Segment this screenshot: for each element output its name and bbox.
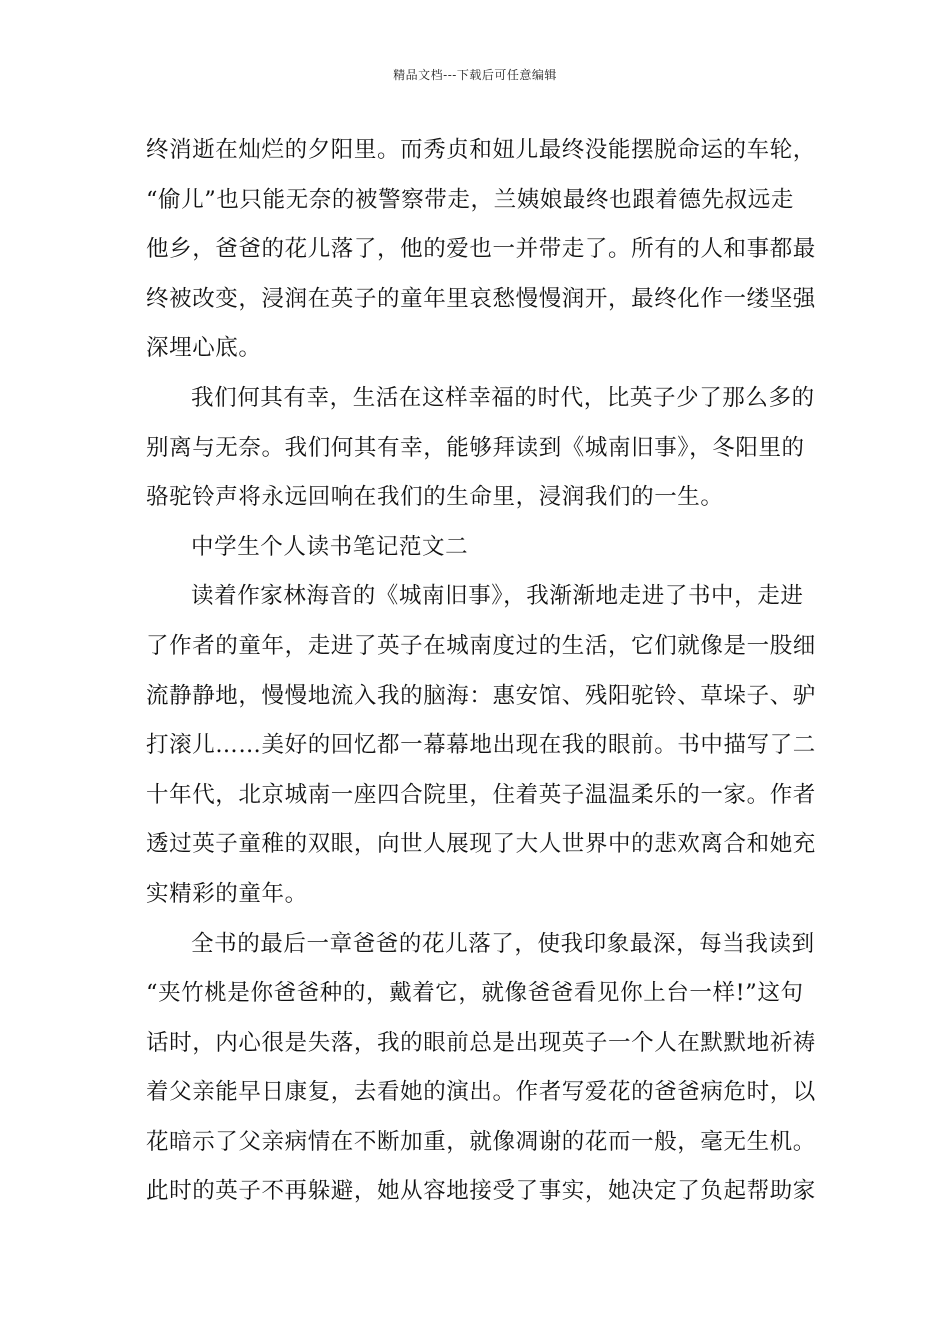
text-line: 读着作家林海音的《城南旧事》，我渐渐地走进了书中，走进 xyxy=(191,583,804,610)
text-line: 打滚儿……美好的回忆都一幕幕地出现在我的眼前。书中描写了二 xyxy=(146,732,816,759)
text-line: 透过英子童稚的双眼，向世人展现了大人世界中的悲欢离合和她充 xyxy=(146,831,816,858)
text-line: 实精彩的童年。 xyxy=(146,880,308,907)
text-line: 我们何其有幸，生活在这样幸福的时代，比英子少了那么多的 xyxy=(191,384,815,411)
text-line: 花暗示了父亲病情在不断加重，就像凋谢的花而一般，毫无生机。 xyxy=(146,1128,816,1155)
text-line: “偷儿”也只能无奈的被警察带走，兰姨娘最终也跟着德先叔远走 xyxy=(146,186,794,213)
text-line: 着父亲能早日康复，去看她的演出。作者写爱花的爸爸病危时，以 xyxy=(146,1079,816,1106)
section-heading: 中学生个人读书笔记范文二 xyxy=(191,533,469,560)
text-line: “夹竹桃是你爸爸种的，戴着它，就像爸爸看见你上台一样!”这句 xyxy=(146,980,804,1007)
text-line: 此时的英子不再躲避，她从容地接受了事实，她决定了负起帮助家 xyxy=(146,1178,816,1205)
text-line: 流静静地，慢慢地流入我的脑海：惠安馆、残阳驼铃、草垛子、驴 xyxy=(146,682,816,709)
text-line: 了作者的童年，走进了英子在城南度过的生活，它们就像是一股细 xyxy=(146,632,816,659)
body-text xyxy=(146,126,816,1217)
text-line: 十年代，北京城南一座四合院里，住着英子温温柔乐的一家。作者 xyxy=(146,781,816,808)
page-header: 精品文档---下载后可任意编辑 xyxy=(393,68,557,82)
text-line: 话时，内心很是失落，我的眼前总是出现英子一个人在默默地祈祷 xyxy=(146,1029,816,1056)
text-line: 骆驼铃声将永远回响在我们的生命里，浸润我们的一生。 xyxy=(146,484,724,511)
text-line: 深埋心底。 xyxy=(146,335,262,362)
text-line: 终被改变，浸润在英子的童年里哀愁慢慢润开，最终化作一缕坚强 xyxy=(146,285,816,312)
text-line: 终消逝在灿烂的夕阳里。而秀贞和妞儿最终没能摆脱命运的车轮， xyxy=(146,137,816,163)
text-line: 全书的最后一章爸爸的花儿落了，使我印象最深，每当我读到 xyxy=(191,930,815,957)
text-line: 别离与无奈。我们何其有幸，能够拜读到《城南旧事》，冬阳里的 xyxy=(146,434,805,461)
text-line: 他乡，爸爸的花儿落了，他的爱也一并带走了。所有的人和事都最 xyxy=(146,236,816,263)
